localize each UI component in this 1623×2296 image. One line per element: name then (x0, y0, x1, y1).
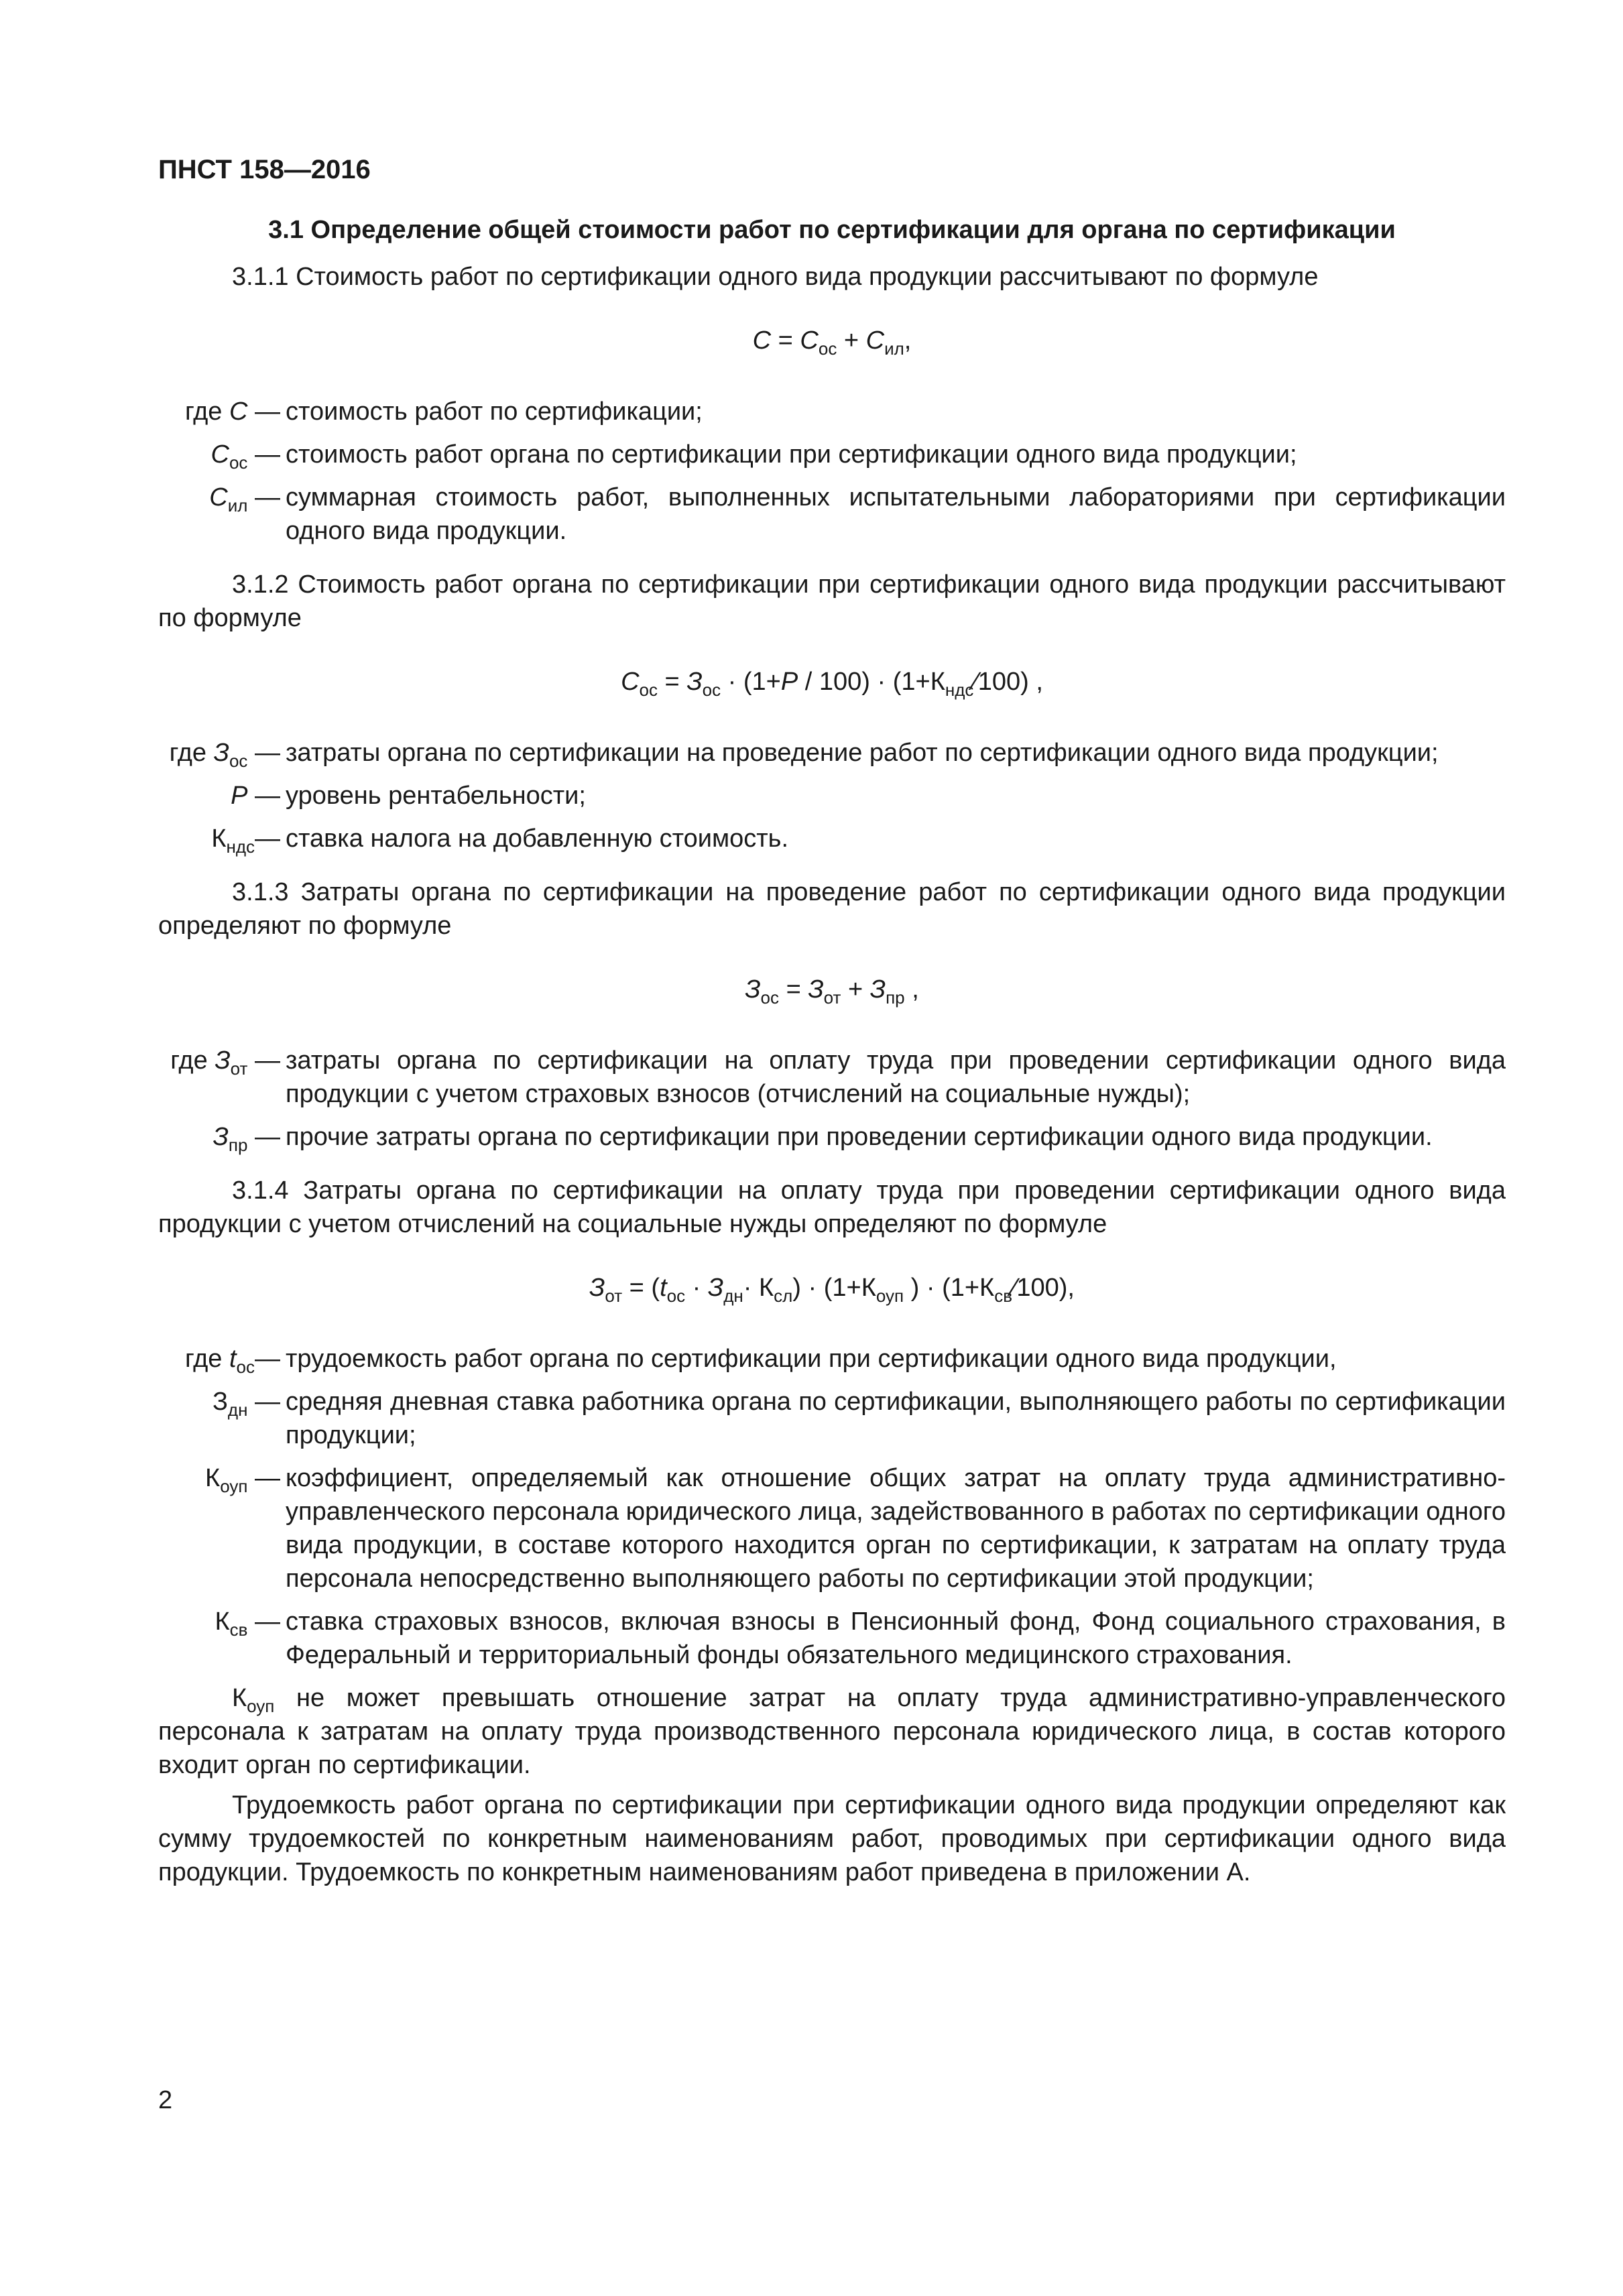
definition-row (158, 395, 1506, 428)
where-word: где (169, 739, 207, 767)
where-word: где (184, 1345, 223, 1373)
definition-symbol: Р — (231, 782, 280, 810)
formula-body-cost: $С_{ос} = З_{ос} \cdot (1+Р / 100)$ · $(1+К_{ндс}⁄100)$ , (621, 668, 1043, 700)
definition-symbol: $З_{пр}$ — (213, 1123, 280, 1155)
definition-row (158, 1120, 1506, 1154)
definition-symbol: $К_{оуп}$ — (205, 1464, 280, 1496)
definition-symbol: где $t_{ос}—$ (184, 1345, 280, 1377)
definition-row (158, 822, 1506, 855)
clause-3-1-3: 3.1.3 Затраты органа по сертификации на проведение работ по сертификации одного вида продукции определяют по формуле (158, 878, 1506, 940)
koup-note-paragraph: $К_{оуп}$ не может превышать отношение затрат на оплату труда административно-управленческого персонала к затратам на оплату труда производственного персонала юридического лица, в состав которого входит орган по сертификации. (158, 1684, 1506, 1779)
clause-3-1-2: 3.1.2 Стоимость работ органа по сертификации при сертификации одного вида продукции рассчитывают по формуле (158, 570, 1506, 632)
definition-text: средняя дневная ставка работника органа по сертификации, выполняющего работы по сертификации продукции; (286, 1388, 1506, 1449)
definition-row (158, 1385, 1506, 1452)
definitions-3-1-2 (158, 736, 1506, 855)
page-number: 2 (158, 2086, 173, 2114)
definitions-3-1-3 (158, 1044, 1506, 1154)
definition-row (158, 1461, 1506, 1595)
clause-3-1-1: 3.1.1 Стоимость работ по сертификации одного вида продукции рассчитывают по формуле (232, 263, 1319, 291)
definition-symbol: где $З_{ос}$ — (169, 739, 280, 771)
page-content (158, 153, 1506, 1896)
definition-text: трудоемкость работ органа по сертификации при сертификации одного вида продукции, (286, 1345, 1337, 1373)
definition-text: затраты органа по сертификации на оплату труда при проведении сертификации одного вида продукции с учетом страховых взносов (отчислений на социальные нужды); (286, 1046, 1506, 1108)
definition-symbol: где $З_{от}$ — (170, 1046, 280, 1079)
definition-row (158, 736, 1506, 770)
definition-symbol: $З_{дн}$ — (212, 1388, 280, 1420)
definition-text: ставка страховых взносов, включая взносы в Пенсионный фонд, Фонд социального страхования, в Федеральный и территориальный фонды обязательного медицинского страхования. (286, 1608, 1506, 1669)
definitions-3-1-4 (158, 1342, 1506, 1672)
definition-symbol: $К_{св}$ — (215, 1608, 280, 1640)
definition-row (158, 438, 1506, 471)
definition-symbol: $С_{ил}$ — (209, 483, 280, 516)
definition-text: коэффициент, определяемый как отношение общих затрат на оплату труда административно-управленческого персонала юридического лица, задействованного в работах по сертификации одного вида продукции, в составе которого находится орган по сертификации, к затратам на оплату труда персонала непосредственно выполняющего работы по сертификации этой продукции; (286, 1464, 1506, 1593)
definition-text: затраты органа по сертификации на проведение работ по сертификации одного вида продукции; (286, 739, 1439, 767)
document-code: ПНСТ 158—2016 (158, 155, 371, 184)
definition-row (158, 1342, 1506, 1376)
definition-row (158, 1605, 1506, 1672)
where-word: где (184, 398, 223, 426)
definition-text: стоимость работ органа по сертификации при сертификации одного вида продукции; (286, 440, 1297, 469)
definitions-3-1-1 (158, 395, 1506, 548)
formula-total-cost: $С = С_{ос} + С_{ил}$, (752, 326, 912, 359)
clause-3-1-4: 3.1.4 Затраты органа по сертификации на оплату труда при проведении сертификации одного вида продукции с учетом отчислений на социальные нужды определяют по формуле (158, 1176, 1506, 1238)
definition-text: суммарная стоимость работ, выполненных испытательными лабораториями при сертификации одного вида продукции. (286, 483, 1506, 545)
definition-row (158, 481, 1506, 548)
definition-row (158, 1044, 1506, 1111)
formula-body-expenses: $З_{ос} = З_{от} + З_{пр}$ , (745, 975, 919, 1008)
definition-text: уровень рентабельности; (286, 782, 586, 810)
formula-labor-cost: $З_{от} = (t_{ос} \cdot З_{дн}\cdot К_{сл}) \cdot (1+К_{оуп}$ ) · $(1+К_{св}⁄100)$, (589, 1274, 1075, 1306)
definition-row (158, 779, 1506, 812)
definition-symbol: где С — (184, 398, 280, 426)
definition-symbol: $К_{ндс}—$ (211, 825, 280, 857)
where-word: где (170, 1046, 208, 1075)
labor-intensity-paragraph: Трудоемкость работ органа по сертификации при сертификации одного вида продукции определяют как сумму трудоемкостей по конкретным наименованиям работ, проводимых при сертификации одного вида продукции. Трудоемкость по конкретным наименованиям работ приведена в приложении А. (158, 1791, 1506, 1886)
definition-symbol: $С_{ос}$ — (211, 440, 280, 473)
section-title: 3.1 Определение общей стоимости работ по сертификации для органа по сертификации (268, 216, 1396, 244)
definition-text: стоимость работ по сертификации; (286, 398, 703, 426)
definition-text: прочие затраты органа по сертификации при проведении сертификации одного вида продукции. (286, 1123, 1433, 1151)
definition-text: ставка налога на добавленную стоимость. (286, 825, 789, 853)
